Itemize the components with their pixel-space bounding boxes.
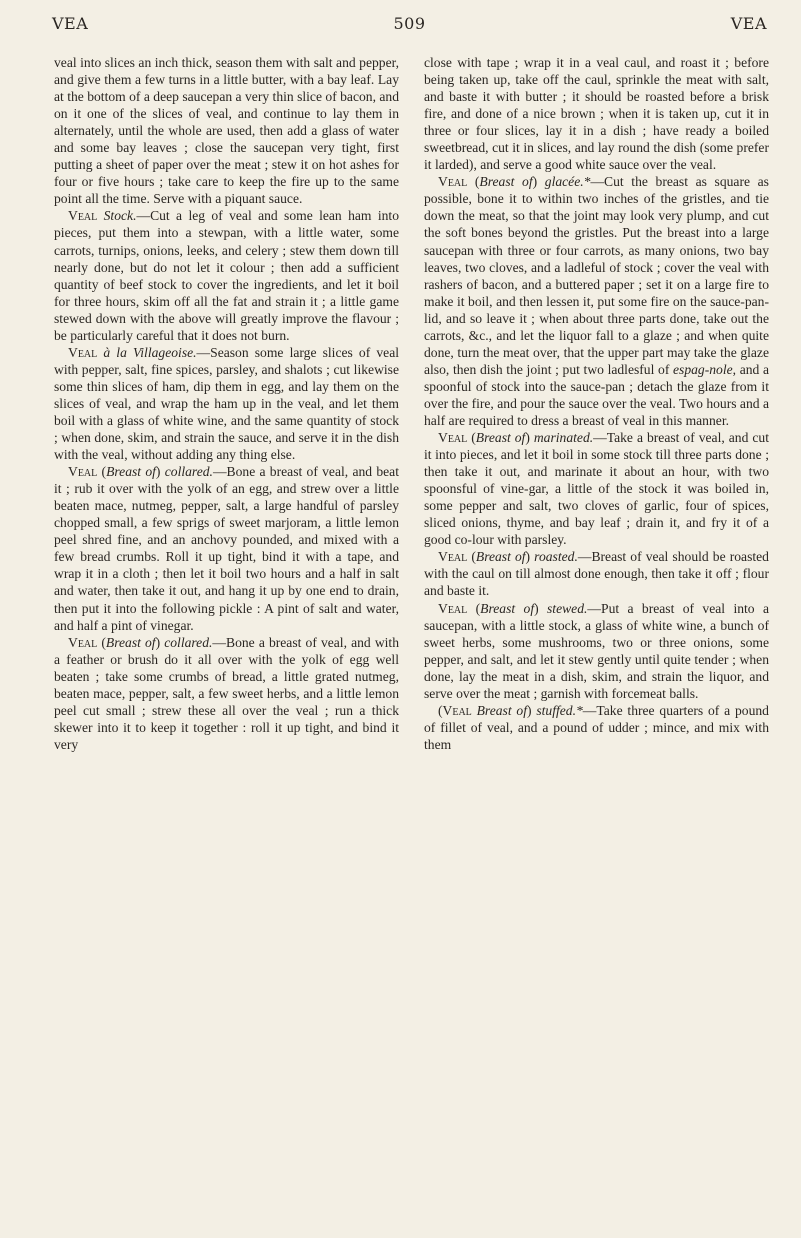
entry-subtitle: Breast of: [106, 464, 156, 480]
recipe-paragraph: [54, 634, 399, 753]
right-text-column: [424, 54, 769, 753]
text-run: —Bone a breast of veal, and with a feather or brush do it all over with the yolk of egg well beaten ; take some crumbs of bread, a little grated nutmeg, beaten mace, pepper, salt, a few sweet herbs, and a little lemon peel cut small ; strew these all over the veal ; run a thick skewer into it to keep it together : roll it up tight, and bind it very: [54, 634, 399, 752]
recipe-paragraph: [54, 344, 399, 463]
running-head-left: VEA: [52, 14, 89, 33]
entry-subtitle: marinated.: [533, 430, 594, 446]
text-run: —Bone a breast of veal, and beat it ; rub it over with the yolk of an egg, and strew over a little beaten mace, nutmeg, pepper, salt, a large handful of parsley chopped small, a few sprigs of sweet marjoram, a little lemon peel shred fine, and an anchovy pounded, and mixed with a few bread crumbs. Roll it up tight, bind it with a tape, and wrap it in a cloth ; then let it boil two hours and a half in salt and water, then take it out, and hang it up by one end to drain, then put it into the following pickle : A pint of salt and water, and half a pint of vinegar.: [54, 464, 399, 633]
recipe-paragraph: [424, 173, 769, 429]
entry-subtitle: roasted.: [534, 549, 578, 565]
entry-subtitle: espag-nole: [673, 361, 733, 377]
recipe-paragraph: [424, 54, 769, 173]
text-run: ): [532, 174, 545, 190]
entry-subtitle: Breast of: [476, 702, 527, 718]
text-run: ): [525, 430, 534, 446]
text-run: veal into slices an inch thick, season them with salt and pepper, and give them a few turns in a little butter, with a bay leaf. Lay at the bottom of a deep saucepan a very thin slice of bacon, and on it one of the slices of veal, and continue to lay them in alternately, until the whole are used, then add a glass of water and some bay leaves ; close the saucepan very tight, first putting a sheet of paper over the meat ; stew it on hot ashes for four or five hours ; take care to keep the fire up to the same point all the time. Serve with a piquant sauce.: [54, 55, 400, 207]
text-run: , and a spoonful of stock into the sauce-pan ; detach the glaze from it over the fire, and pour the sauce over the veal. Two hours and a half are required to dress a breast of veal in this manner.: [424, 361, 770, 428]
entry-heading: Veal: [68, 208, 98, 224]
text-run: ): [534, 600, 548, 616]
entry-heading: Veal: [442, 702, 472, 718]
page-header: [52, 14, 767, 40]
text-run: —Take a breast of veal, and cut it into pieces, and let it boil in some stock till three parts done ; then take it out, and marinate it about an hour, with two spoonsful of vine-gar, a little of the stock it was boiled in, some pepper and salt, two cloves of garlic, four of spices, sliced onions, thyme, and bay leaf ; drain it, and fry it of a good co-lour with parsley.: [424, 430, 769, 548]
text-run: ): [527, 702, 537, 718]
entry-heading: Veal: [438, 430, 468, 446]
entry-subtitle: Breast of: [105, 634, 156, 650]
recipe-paragraph: [424, 600, 769, 702]
entry-heading: Veal: [68, 634, 98, 650]
entry-heading: Veal: [438, 174, 468, 190]
text-run: (: [438, 702, 443, 718]
entry-subtitle: collared.: [164, 464, 213, 480]
recipe-paragraph: [424, 702, 769, 753]
entry-subtitle: glacée.*: [544, 174, 591, 190]
text-run: —Put a breast of veal into a saucepan, with a little stock, a glass of white wine, a bunch of sweet herbs, some mushrooms, two or three onions, some pepper, and salt, and let it stew gently until quite tender ; when done, lay the meat in a dish, skim, and strain the liquor, and serve over the meat ; garnish with forcemeat balls.: [424, 600, 769, 701]
text-run: (: [97, 634, 106, 650]
entry-heading: Veal: [438, 549, 468, 565]
text-run: (: [467, 549, 476, 565]
text-run: ): [525, 549, 535, 565]
text-run: (: [467, 430, 476, 446]
entry-heading: Veal: [68, 344, 98, 360]
text-run: ): [155, 634, 165, 650]
entry-heading: Veal: [68, 464, 98, 480]
entry-subtitle: Breast of: [475, 430, 526, 446]
entry-subtitle: à la Villageoise.: [103, 344, 197, 360]
left-text-column: [54, 54, 399, 753]
entry-heading: Veal: [438, 600, 468, 616]
text-run: —Breast of veal should be roasted with the caul on till almost done enough, then take it off ; flour and baste it.: [424, 549, 769, 599]
running-head-right: VEA: [730, 14, 767, 33]
text-run: (: [97, 464, 107, 480]
text-run: —Season some large slices of veal with pepper, salt, fine spices, parsley, and shalots ; cut likewise some thin slices of ham, dip them in egg, and lay them on the slices of veal, and wrap the ham up in the veal, and let them boil with a glass of white wine, and the same quantity of stock ; when done, skim, and strain the sauce, and serve it in the dish with the veal, without adding any thing else.: [54, 344, 399, 463]
entry-subtitle: Breast of: [479, 174, 533, 190]
text-run: (: [467, 174, 480, 190]
entry-subtitle: stewed.: [547, 600, 588, 616]
text-run: —Take three quarters of a pound of fillet of veal, and a pound of udder ; mince, and mix with them: [424, 702, 769, 752]
entry-subtitle: collared.: [164, 634, 213, 650]
page-number: 509: [393, 14, 426, 33]
recipe-paragraph: [54, 207, 399, 343]
entry-subtitle: stuffed.*: [536, 702, 583, 718]
recipe-paragraph: [424, 548, 769, 599]
recipe-paragraph: [54, 54, 399, 207]
entry-subtitle: Breast of: [480, 600, 535, 616]
text-run: (: [467, 600, 481, 616]
text-run: —Cut the breast as square as possible, bone it to within two inches of the gristles, and tie down the meat, so that the joint may look very plump, and cut the soft bones beyond the gristles. Put the breast into a large saucepan with three or four carrots, as many onions, two bay leaves, two cloves, and a ladleful of stock ; cover the veal with rashers of bacon, and a buttered paper ; set it on a large fire to make it boil, and then lessen it, put some fire on the sauce-pan-lid, and so leave it ; when about three parts done, take out the carrots, &c., and let the liquor fall to a glaze ; and when quite done, turn the meat over, that the upper part may take the glaze also, then dish the joint ; put two ladlesful of: [424, 174, 769, 377]
entry-subtitle: Stock.: [103, 208, 137, 224]
recipe-paragraph: [54, 463, 399, 633]
text-run: close with tape ; wrap it in a veal caul, and roast it ; before being taken up, take off the caul, sprinkle the meat with salt, and baste it with butter ; it should be roasted before a brisk fire, and done of a nice brown ; when it is taken up, cut it in three or four slices, lay it in a dish ; have ready a boiled sweetbread, cut it in slices, and lay round the dish (some prefer it larded), and serve a good white sauce over the veal.: [424, 55, 769, 173]
recipe-paragraph: [424, 429, 769, 548]
entry-subtitle: Breast of: [475, 549, 526, 565]
text-run: ): [155, 464, 165, 480]
text-run: —Cut a leg of veal and some lean ham into pieces, put them into a stewpan, with a little water, some carrots, turnips, onions, leeks, and celery ; stew them down till nearly done, but do not let it colour ; then add a sufficient quantity of beef stock to cover the ingredients, and let it boil for three hours, skim off all the fat and strain it ; a little game stewed down with the above will greatly improve the flavour ; be particularly careful that it does not burn.: [54, 208, 399, 343]
